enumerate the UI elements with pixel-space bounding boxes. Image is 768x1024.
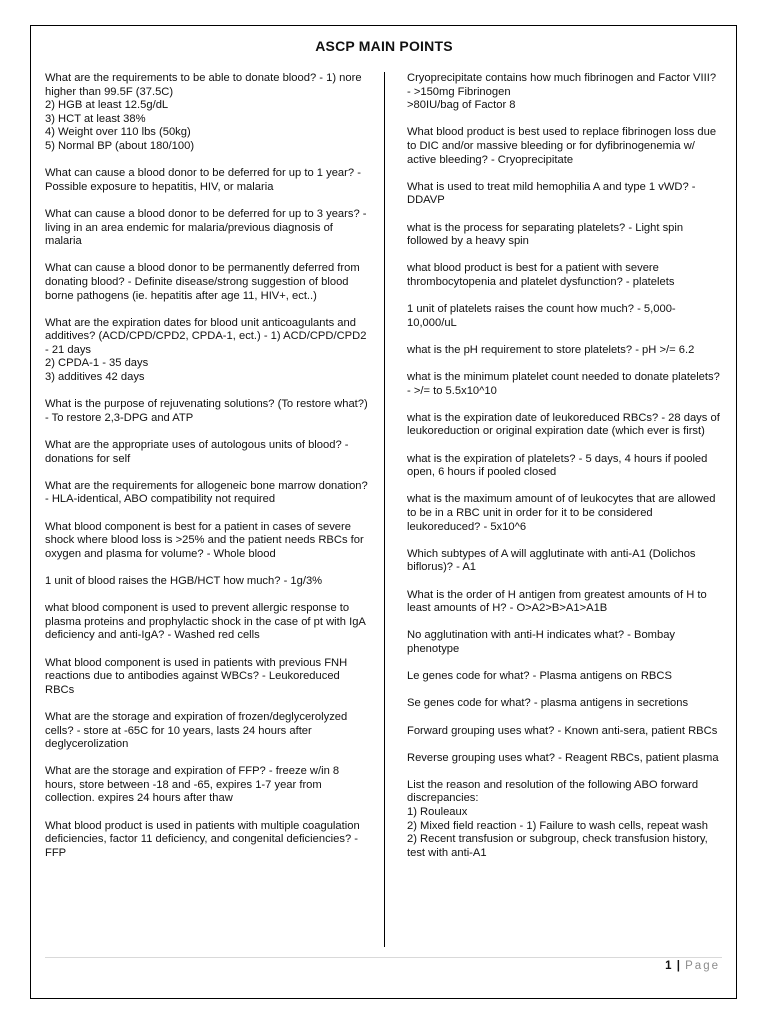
left-column — [45, 72, 370, 874]
qa-item: What are the storage and expiration of FFP? - freeze w/in 8 hours, store between -18 and -65, expires 1-7 year from collection. expires 24 hours after thaw — [45, 765, 340, 805]
qa-item: What blood component is best for a patient in cases of severe shock where blood loss is >25% and the patient needs RBCs for oxygen and plasma for volume? - Whole blood — [45, 520, 364, 560]
qa-item: What is used to treat mild hemophilia A and type 1 vWD? - DDAVP — [407, 180, 696, 207]
qa-item: What are the requirements to be able to donate blood? - 1) nore higher than 99.5F (37.5C) 2) HGB at least 12.5g/dL 3) HCT at least 38% 4) Weight over 110 lbs (50kg) 5) Normal BP (about 180/100) — [45, 72, 362, 152]
page-label: Page — [685, 960, 720, 972]
qa-item: what is the pH requirement to store platelets? - pH >/= 6.2 — [407, 343, 695, 356]
footer-rule — [45, 957, 722, 958]
qa-item: What are the expiration dates for blood unit anticoagulants and additives? (ACD/CPD/CPD2, CPDA-1, ect.) - 1) ACD/CPD/CPD2 - 21 days 2) CPDA-1 - 35 days 3) additives 42 days — [45, 316, 367, 384]
qa-item: what is the maximum amount of of leukocytes that are allowed to be in a RBC unit in order for it to be considered leukoreduced? - 5x10^6 — [407, 493, 716, 533]
qa-item: What can cause a blood donor to be deferred for up to 1 year? - Possible exposure to hepatitis, HIV, or malaria — [45, 167, 361, 193]
page-number: 1 — [665, 960, 672, 972]
qa-item: Se genes code for what? - plasma antigens in secretions — [407, 697, 689, 710]
qa-item: Cryoprecipitate contains how much fibrinogen and Factor VIII? - >150mg Fibrinogen >80IU/bag of Factor 8 — [407, 72, 717, 112]
right-column — [407, 72, 722, 874]
qa-item: Le genes code for what? - Plasma antigens on RBCS — [407, 670, 672, 683]
qa-item: What blood component is used in patients with previous FNH reactions due to antibodies against WBCs? - Leukoreduced RBCs — [45, 656, 348, 696]
qa-item: what blood product is best for a patient with severe thrombocytopenia and platelet dysfunction? - platelets — [407, 262, 675, 288]
qa-item: What are the appropriate uses of autologous units of blood? - donations for self — [45, 439, 349, 465]
qa-item: What can cause a blood donor to be permanently deferred from donating blood? - Definite disease/strong suggestion of blood borne pathogens (ie. hepatitis after age 11, HIV+, ect..) — [45, 262, 360, 302]
qa-item: what is the expiration of platelets? - 5 days, 4 hours if pooled open, 6 hours if pooled closed — [407, 452, 708, 479]
qa-item: Forward grouping uses what? - Known anti-sera, patient RBCs — [407, 724, 718, 737]
qa-item: what is the process for separating platelets? - Light spin followed by a heavy spin — [407, 221, 684, 248]
qa-item: No agglutination with anti-H indicates what? - Bombay phenotype — [407, 629, 676, 655]
qa-item: What blood product is used in patients with multiple coagulation deficiencies, factor 11 deficiency, and congenital deficiencies? - FFP — [45, 819, 360, 859]
qa-item: List the reason and resolution of the following ABO forward discrepancies: 1) Rouleaux 2) Mixed field reaction - 1) Failure to wash cells, repeat wash 2) Recent transfusion or subgroup, check transfusion history, test with anti-A1 — [407, 778, 708, 859]
qa-item: What is the purpose of rejuvenating solutions? (To restore what?) - To restore 2,3-DPG and ATP — [45, 398, 368, 424]
qa-item: What can cause a blood donor to be deferred for up to 3 years? - living in an area endemic for malaria/previous diagnosis of malaria — [45, 207, 367, 248]
qa-item: What is the order of H antigen from greatest amounts of H to least amounts of H? - O>A2>B>A1>A1B — [407, 588, 707, 615]
qa-item: what is the expiration date of leukoreduced RBCs? - 28 days of leukoreduction or original expiration date (which ever is first) — [407, 411, 720, 438]
qa-item: What are the requirements for allogeneic bone marrow donation? - HLA-identical, ABO compatibility not required — [45, 479, 368, 506]
qa-item: What are the storage and expiration of frozen/deglycerolyzed cells? - store at -65C for 10 years, lasts 24 hours after deglycerolization — [45, 710, 348, 751]
qa-item: What blood product is best used to replace fibrinogen loss due to DIC and/or massive bleeding or for dyfibrinogenemia w/ active bleeding? - Cryoprecipitate — [407, 126, 717, 166]
qa-item: 1 unit of blood raises the HGB/HCT how much? - 1g/3% — [45, 574, 323, 587]
page-footer — [665, 960, 720, 972]
qa-item: Which subtypes of A will agglutinate with anti-A1 (Dolichos biflorus)? - A1 — [407, 547, 696, 574]
qa-item: what is the minimum platelet count needed to donate platelets? - >/= to 5.5x10^10 — [407, 371, 720, 397]
qa-item: 1 unit of platelets raises the count how much? - 5,000-10,000/uL — [407, 303, 676, 329]
footer-separator: | — [676, 960, 680, 972]
qa-item: what blood component is used to prevent allergic response to plasma proteins and prophylactic shock in the case of pt with IgA deficiency and anti-IgA? - Washed red cells — [45, 602, 366, 642]
qa-item: Reverse grouping uses what? - Reagent RBCs, patient plasma — [407, 751, 719, 764]
document-title: ASCP MAIN POINTS — [315, 38, 453, 54]
column-divider — [384, 72, 385, 947]
